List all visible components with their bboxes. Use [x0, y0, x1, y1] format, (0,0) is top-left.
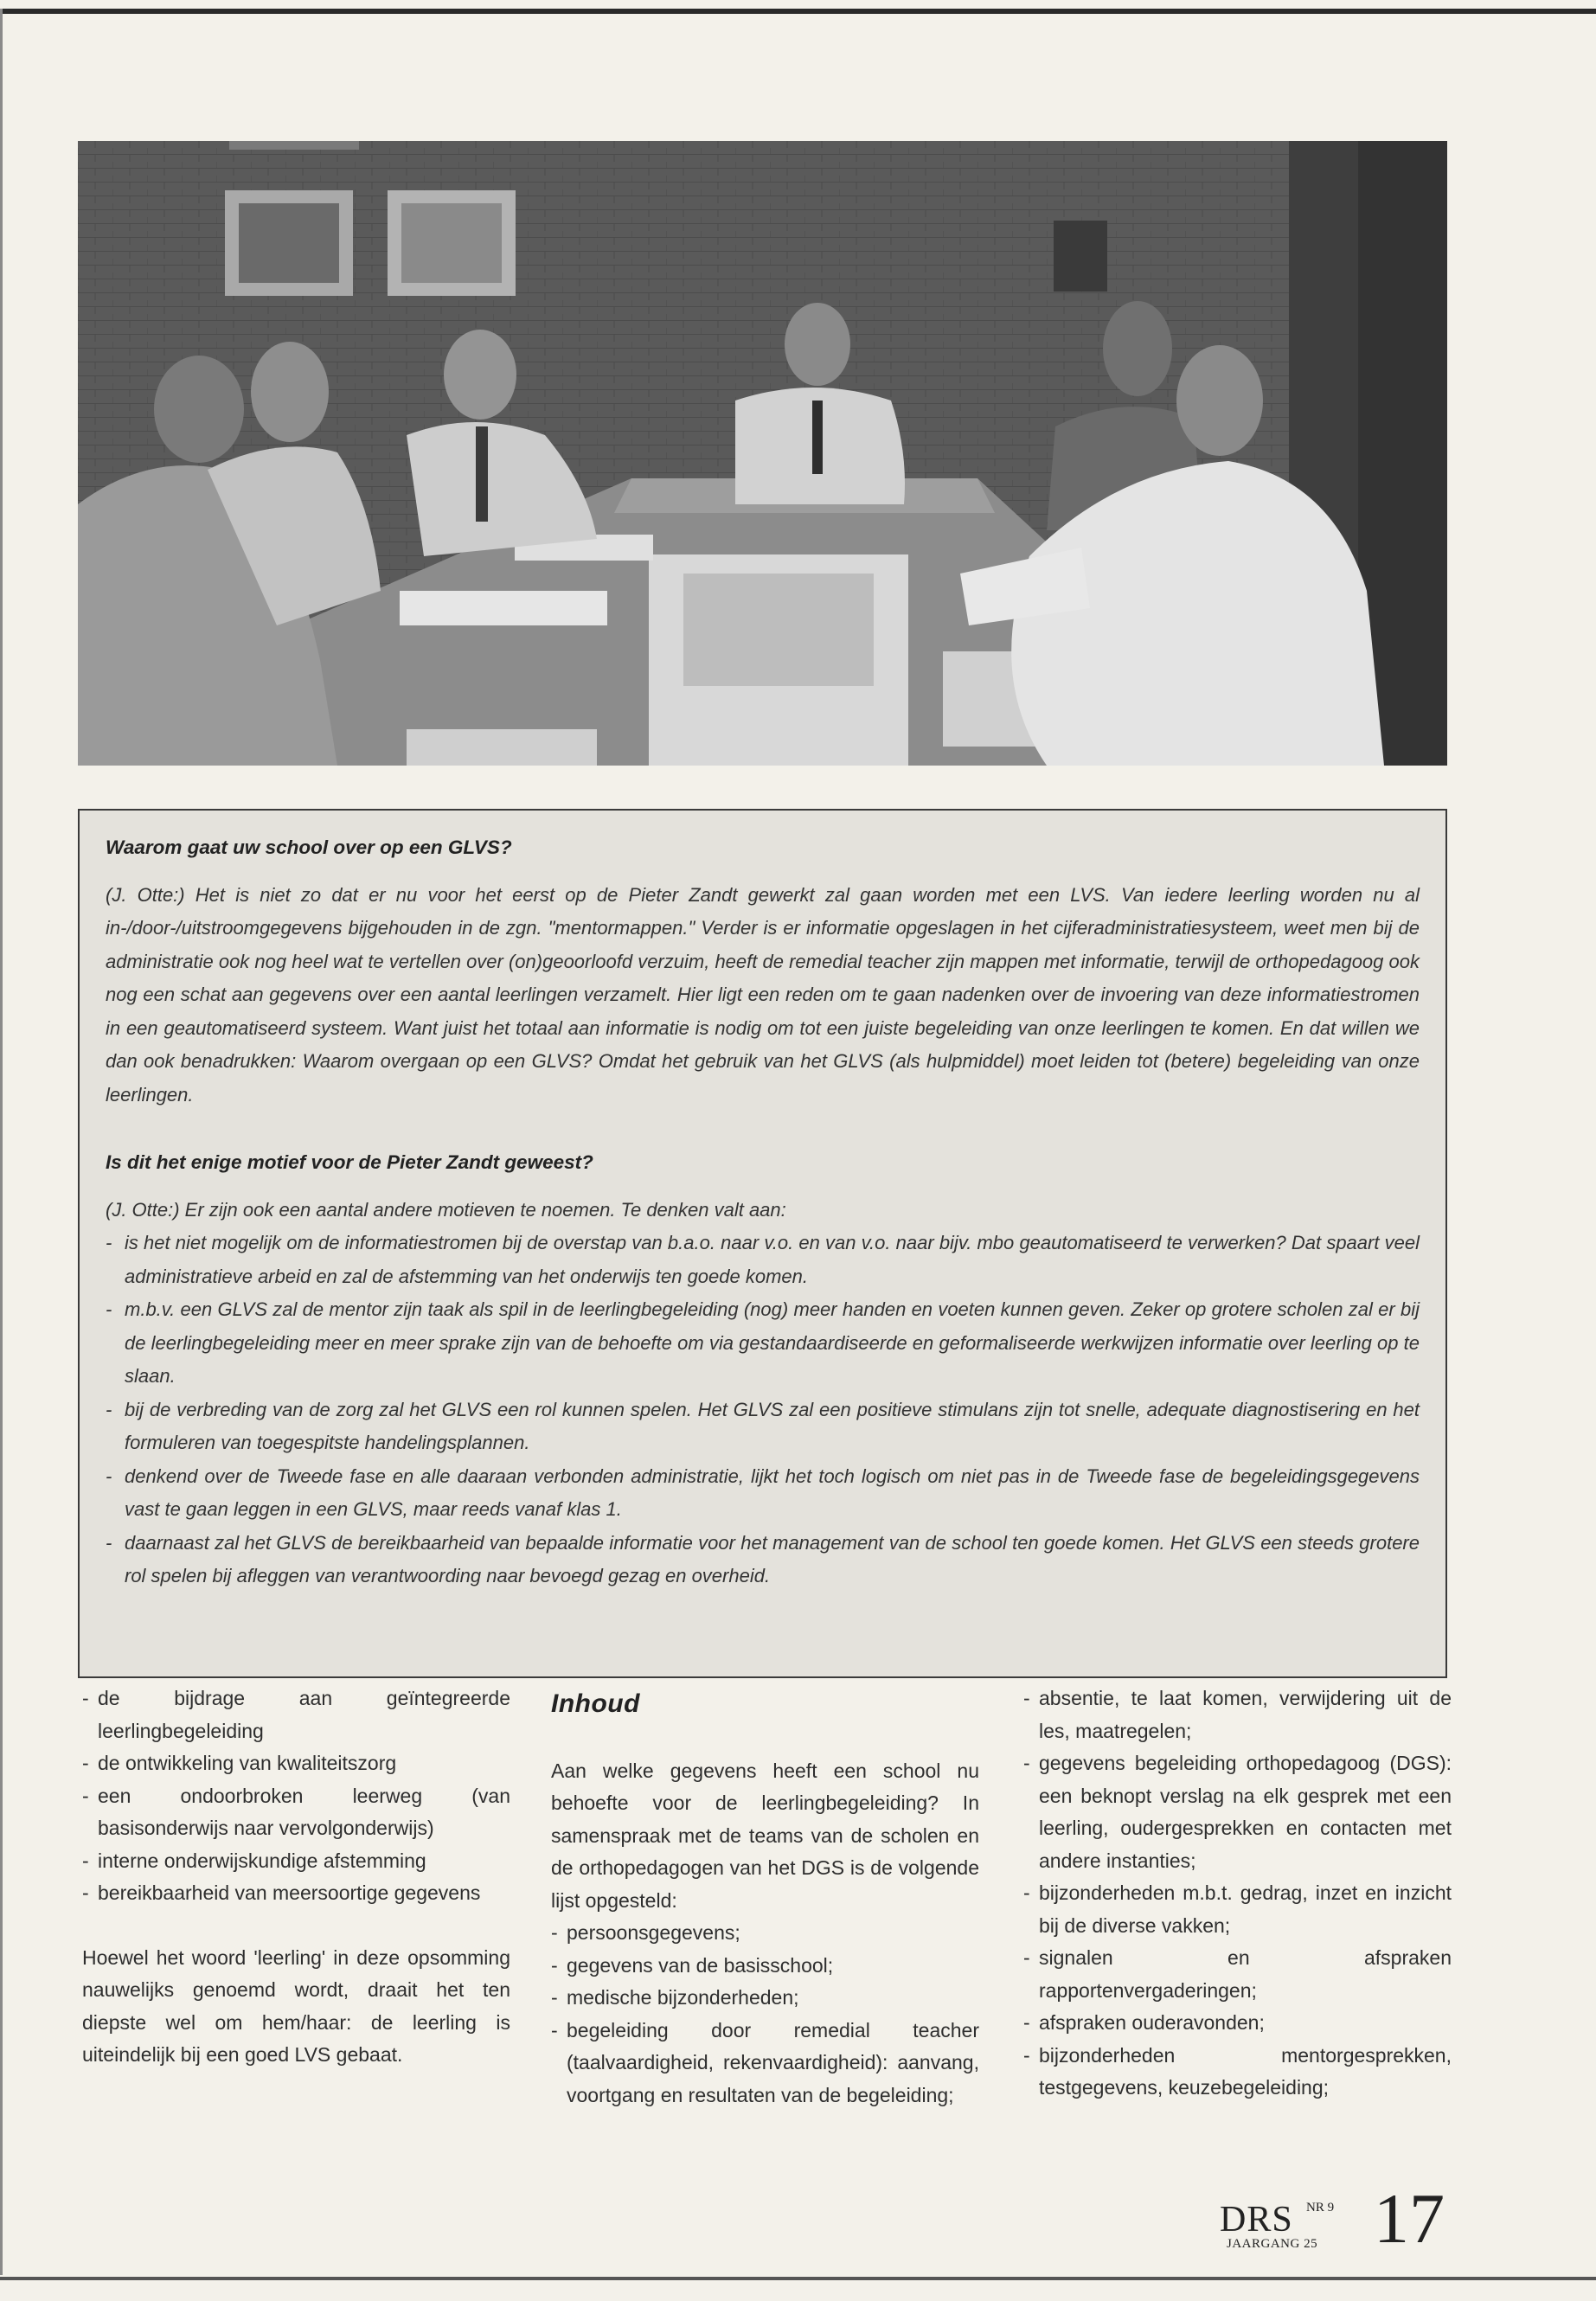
column-1	[82, 1682, 510, 2072]
column-3-list	[1023, 1682, 1452, 2105]
list-item: - is het niet mogelijk om de informatiestromen bij de overstap van b.a.o. naar v.o. en van v.o. naar bijv. mbo geautomatiseerd te verwerken? Dat spaart veel administratieve arbeid en zal de afstemming van het onderwijs ten goede komen.	[106, 1227, 1420, 1293]
volume-label: JAARGANG 25	[1227, 2237, 1318, 2251]
list-item: - gegevens begeleiding orthopedagoog (DGS): een beknopt verslag na elk gesprek met een leerling, oudergesprekken en contacten met andere instanties;	[1023, 1747, 1452, 1877]
interview-answer-1: (J. Otte:) Het is niet zo dat er nu voor het eerst op de Pieter Zandt gewerkt zal gaan worden met een LVS. Van iedere leerling worden nu al in-/door-/uitstroomgegevens bijgehouden in de zgn. "mentormappen." Verder is er informatie opgeslagen in het cijferadministratiesysteem, weet men bij de administratie ook nog heel wat te vertellen over (on)geoorloofd verzuim, heeft de remedial teacher zijn mappen met informatie, terwijl de orthopedagoog ook nog een schat aan gegevens over een aantal leerlingen verzamelt. Hier ligt een reden om te gaan nadenken over de invoering van deze informatiestromen in een geautomatiseerd systeem. Want juist het totaal aan informatie is nodig om tot een juiste begeleiding van onze leerlingen te komen. En dat willen we dan ook benadrukken: Waarom overgaan op een GLVS? Omdat het gebruik van het GLVS (als hulpmiddel) moet leiden tot (betere) begeleiding van onze leerlingen.	[106, 883, 1420, 1106]
list-item: - de bijdrage aan geïntegreerde leerlingbegeleiding	[82, 1682, 510, 1747]
list-item: - interne onderwijskundige afstemming	[82, 1845, 510, 1878]
interview-answer-2-list	[106, 1227, 1420, 1593]
meeting-photo-icon	[78, 141, 1447, 766]
list-item: - bijzonderheden m.b.t. gedrag, inzet en inzicht bij de diverse vakken;	[1023, 1877, 1452, 1942]
list-item: - een ondoorbroken leerweg (van basisonderwijs naar vervolgonderwijs)	[82, 1780, 510, 1845]
list-item: - signalen en afspraken rapportenvergaderingen;	[1023, 1942, 1452, 2007]
column-3	[1023, 1682, 1452, 2105]
interview-answer-2-intro: (J. Otte:) Er zijn ook een aantal andere motieven te noemen. Te denken valt aan:	[106, 1198, 786, 1221]
list-item: - begeleiding door remedial teacher (taalvaardigheid, rekenvaardigheid): aanvang, voortgang en resultaten van de begeleiding;	[551, 2015, 979, 2112]
interview-question-1: Waarom gaat uw school over op een GLVS?	[106, 836, 512, 858]
list-item: - afspraken ouderavonden;	[1023, 2007, 1452, 2040]
column-2-paragraph: Aan welke gegevens heeft een school nu behoefte voor de leerlingbegeleiding? In samenspraak met de teams van de scholen en de orthopedagogen van het DGS is de volgende lijst opgesteld:	[551, 1759, 979, 1912]
list-item: - m.b.v. een GLVS zal de mentor zijn taak als spil in de leerlingbegeleiding (nog) meer handen en voeten kunnen geven. Zeker op grotere scholen zal er bij de leerlingbegeleiding meer en meer sprake zijn van de behoefte om via gestandaardiseerde en geformaliseerde werkwijzen informatie over leerling op te slaan.	[106, 1293, 1420, 1394]
column-1-list	[82, 1682, 510, 1910]
section-heading: Inhoud	[551, 1689, 640, 1718]
list-item: - de ontwikkeling van kwaliteitszorg	[82, 1747, 510, 1780]
list-item: - gegevens van de basisschool;	[551, 1950, 979, 1983]
page-footer	[1220, 2179, 1462, 2258]
page-edge-left	[0, 9, 3, 2275]
page-edge-bottom	[0, 2277, 1596, 2280]
list-item: - bereikbaarheid van meersoortige gegevens	[82, 1877, 510, 1910]
interview-box	[78, 809, 1447, 1678]
list-item: - bij de verbreding van de zorg zal het GLVS een rol kunnen spelen. Het GLVS zal een positieve stimulans zijn tot snelle, adequate diagnostisering en het formuleren van toegespitste handelingsplannen.	[106, 1394, 1420, 1460]
interview-question-2: Is dit het enige motief voor de Pieter Zandt geweest?	[106, 1151, 593, 1173]
list-item: - denkend over de Tweede fase en alle daaraan verbonden administratie, lijkt het toch logisch om niet pas in de Tweede fase de begeleidingsgegevens vast te gaan leggen in een GLVS, maar reeds vanaf klas 1.	[106, 1460, 1420, 1527]
column-2-list	[551, 1917, 979, 2112]
page-edge-top	[0, 9, 1596, 14]
list-item: - bijzonderheden mentorgesprekken, testgegevens, keuzebegeleiding;	[1023, 2040, 1452, 2105]
issue-number: NR 9	[1306, 2201, 1335, 2214]
column-1-paragraph: Hoewel het woord 'leerling' in deze opsomming nauwelijks genoemd wordt, draait het ten diepste wel om hem/haar: de leerling is uiteindelijk bij een goed LVS gebaat.	[82, 1945, 510, 2066]
column-2	[551, 1682, 979, 2112]
meeting-photo	[78, 141, 1447, 766]
list-item: - absentie, te laat komen, verwijdering uit de les, maatregelen;	[1023, 1682, 1452, 1747]
page-number: 17	[1374, 2179, 1445, 2258]
list-item: - persoonsgegevens;	[551, 1917, 979, 1950]
list-item: - daarnaast zal het GLVS de bereikbaarheid van bepaalde informatie voor het management van de school ten goede komen. Het GLVS een steeds grotere rol spelen bij afleggen van verantwoording naar bevoegd gezag en overheid.	[106, 1527, 1420, 1593]
list-item: - medische bijzonderheden;	[551, 1982, 979, 2015]
magazine-name: DRS	[1220, 2200, 1293, 2240]
